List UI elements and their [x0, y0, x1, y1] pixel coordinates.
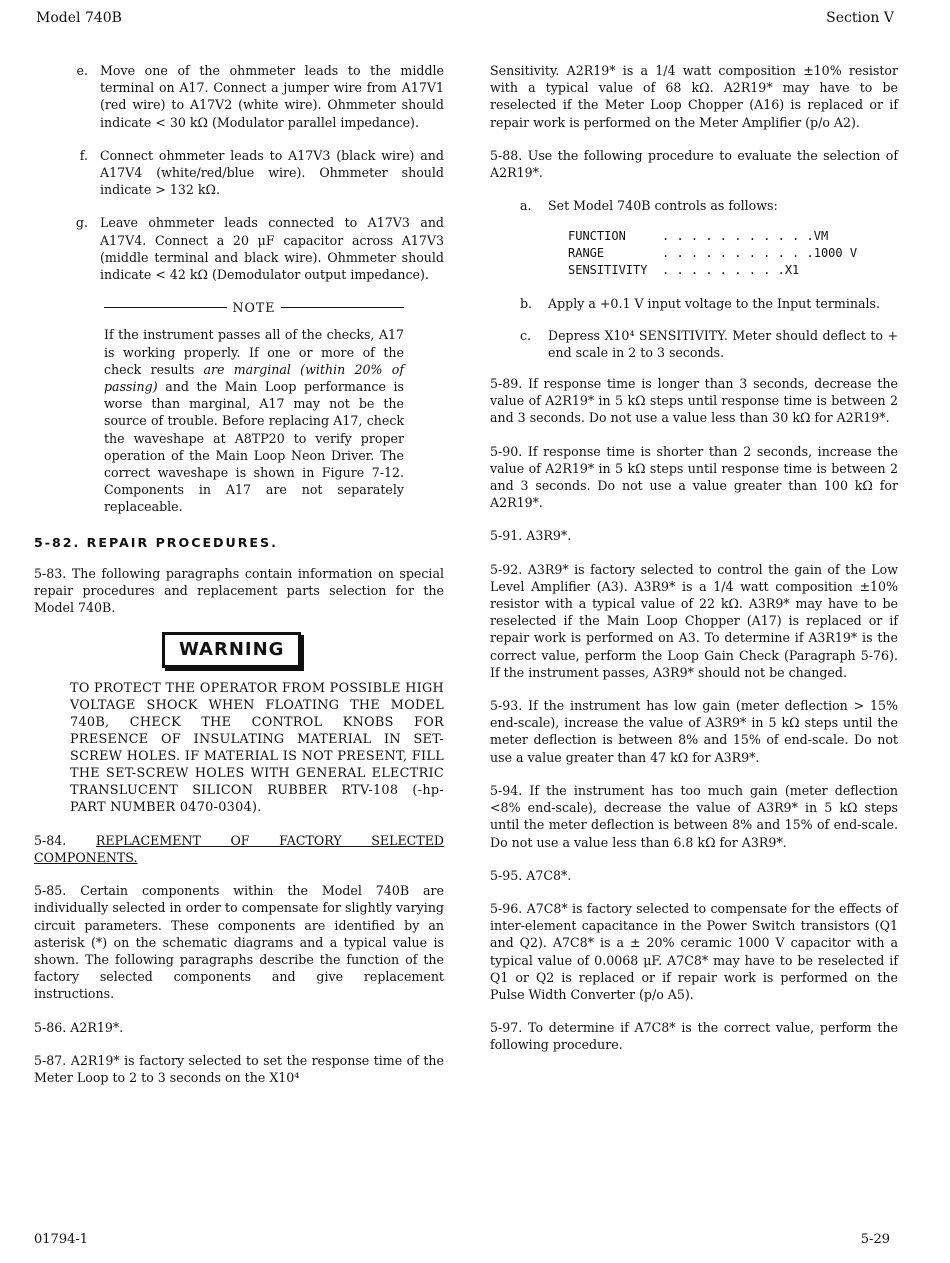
- heading-5-84-number: 5-84.: [34, 832, 67, 848]
- note-rule-left: [104, 307, 227, 308]
- step-label: c.: [520, 327, 532, 343]
- step-text: Set Model 740B controls as follows:: [548, 198, 778, 214]
- step-label: f.: [79, 147, 88, 163]
- paragraph-5-91: 5-91. A3R9*.: [490, 528, 572, 544]
- paragraph-5-94: 5-94. If the instrument has too much gain (meter deflection <8% end-scale), decrease the value of A3R9* in 5 kΩ steps until the meter deflection is between 8% and 15% of end-scale. Do not use a value less than 6.8 kΩ for A3R9*.: [490, 782, 898, 850]
- step-label: e.: [76, 63, 88, 78]
- heading-repair-procedures: 5-82. REPAIR PROCEDURES.: [34, 534, 278, 550]
- step-g: [34, 214, 444, 283]
- heading-5-84-title: REPLACEMENT OF FACTORY SELECTED COMPONENTS.: [34, 832, 444, 865]
- note-title-bar: [104, 299, 404, 316]
- warning-label: WARNING: [162, 632, 301, 667]
- paragraph-5-85: 5-85. Certain components within the Model 740B are individually selected in order to compensate for slightly varying circuit parameters. These components are identified by an asterisk (*) on the schematic diagrams and a typical value is shown. The following paragraphs describe the function of the factory selected components and give replacement instructions.: [34, 883, 444, 1002]
- paragraph-5-89: 5-89. If response time is longer than 3 seconds, decrease the value of A2R19* in 5 kΩ steps until response time is between 2 and 3 seconds. Do not use a value less than 30 kΩ for A2R19*.: [490, 376, 898, 426]
- leader-dots: . . . . . . . . . . .: [662, 246, 814, 261]
- note-title: NOTE: [232, 300, 276, 316]
- control-value: 1000 V: [813, 246, 858, 261]
- paragraph-5-88: 5-88. Use the following procedure to evaluate the selection of A2R19*.: [490, 147, 898, 181]
- control-setting-row: [568, 228, 898, 245]
- control-value: VM: [813, 229, 829, 244]
- step-c: [490, 327, 898, 361]
- paragraph-5-97: 5-97. To determine if A7C8* is the correct value, perform the following procedure.: [490, 1020, 898, 1053]
- note-block: [104, 299, 404, 515]
- step-text: Move one of the ohmmeter leads to the middle terminal on A17. Connect a jumper wire from A17V1 (red wire) to A17V2 (white wire). Ohmmeter should indicate < 30 kΩ (Modulator parallel impedance).: [100, 63, 444, 130]
- note-rule-right: [281, 307, 404, 308]
- leader-dots: . . . . . . . . . . .: [662, 229, 814, 244]
- control-setting-row: [568, 262, 898, 279]
- heading-5-84: [34, 832, 444, 866]
- paragraph-5-87-continued: Sensitivity. A2R19* is a 1/4 watt composition ±10% resistor with a typical value of 68 kΩ. A2R19* may have to be reselected if the Meter Loop Chopper (A16) is replaced or if repair work is performed on the Meter Amplifier (p/o A2).: [490, 63, 898, 130]
- note-text-1: If the instrument passes all of the checks, A17 is working properly. If one or more of the check results: [104, 327, 404, 377]
- control-settings-list: [568, 228, 898, 279]
- step-label: a.: [520, 198, 532, 214]
- paragraph-5-92: 5-92. A3R9* is factory selected to control the gain of the Low Level Amplifier (A3). A3R9* is a 1/4 watt composition ±10% resistor with a typical value of 22 kΩ. A3R9* may have to be reselected if the Main Loop Chopper (A17) is replaced or if repair work is performed on A3. To determine if A3R19* is the correct value, perform the Loop Gain Check (Paragraph 5-76). If the instrument passes, A3R9* should not be changed.: [490, 561, 898, 680]
- control-value: X1: [784, 263, 800, 278]
- step-a: [490, 197, 898, 214]
- warning-text: TO PROTECT THE OPERATOR FROM POSSIBLE HIGH VOLTAGE SHOCK WHEN FLOATING THE MODEL 740B, CHECK THE CONTROL KNOBS FOR PRESENCE OF INSULATING MATERIAL IN SET-SCREW HOLES. IF MATERIAL IS NOT PRESENT, FILL THE SET-SCREW HOLES WITH GENERAL ELECTRIC TRANSLUCENT SILICON RUBBER RTV-108 (-hp- PART NUMBER 0470-0304).: [70, 680, 444, 815]
- paragraph-5-96: 5-96. A7C8* is factory selected to compensate for the effects of inter-element capacitance in the Power Switch transistors (Q1 and Q2). A7C8* is a ± 20% ceramic 1000 V capacitor with a typical value of 0.0068 μF. A7C8* may have to be reselected if Q1 or Q2 is replaced or if repair work is performed on the Pulse Width Converter (p/o A5).: [490, 900, 898, 1002]
- step-label: b.: [520, 296, 533, 312]
- step-label: g.: [75, 215, 88, 231]
- control-setting-row: [568, 245, 898, 262]
- control-name: FUNCTION: [568, 229, 626, 244]
- footer-document-number: 01794-1: [34, 1232, 89, 1247]
- footer-page-number: 5-29: [860, 1232, 890, 1247]
- step-text: Depress X10⁴ SENSITIVITY. Meter should deflect to + end scale in 2 to 3 seconds.: [548, 327, 898, 360]
- note-text-italic: are marginal (within 20% of passing): [104, 361, 404, 395]
- header-model: Model 740B: [36, 10, 122, 26]
- note-body: [104, 326, 404, 515]
- warning-box-wrap: [162, 632, 444, 667]
- leader-dots: . . . . . . . . .: [662, 263, 785, 278]
- left-column: [34, 62, 444, 1102]
- header-section: Section V: [826, 10, 894, 26]
- step-b: [490, 295, 898, 312]
- step-e: [34, 62, 444, 131]
- right-column: [490, 62, 898, 1070]
- paragraph-5-86: 5-86. A2R19*.: [34, 1019, 124, 1035]
- paragraph-5-87: 5-87. A2R19* is factory selected to set the response time of the Meter Loop to 2 to 3 seconds on the X10⁴: [34, 1052, 444, 1085]
- paragraph-5-95: 5-95. A7C8*.: [490, 867, 572, 883]
- control-name: SENSITIVITY: [568, 263, 648, 278]
- paragraph-5-93: 5-93. If the instrument has low gain (meter deflection > 15% end-scale), increase the value of A3R9* in 5 kΩ steps until the meter deflection is between 8% and 15% of end-scale. Do not use a value greater than 47 kΩ for A3R9*.: [490, 698, 898, 765]
- step-text: Apply a +0.1 V input voltage to the Input terminals.: [548, 296, 880, 312]
- step-text: Connect ohmmeter leads to A17V3 (black wire) and A17V4 (white/red/blue wire). Ohmmeter should indicate > 132 kΩ.: [100, 147, 444, 198]
- note-text-2: and the Main Loop performance is worse than marginal, A17 may not be the source of trouble. Before replacing A17, check the waveshape at A8TP20 to verify proper operation of the Main Loop Neon Driver. The correct waveshape is shown in Figure 7-12. Components in A17 are not separately replaceable.: [104, 379, 404, 515]
- paragraph-5-83: 5-83. The following paragraphs contain information on special repair procedures and replacement parts selection for the Model 740B.: [34, 565, 444, 616]
- step-f: [34, 147, 444, 199]
- step-text: Leave ohmmeter leads connected to A17V3 and A17V4. Connect a 20 μF capacitor across A17V3 (middle terminal and black wire). Ohmmeter should indicate < 42 kΩ (Demodulator output impedance).: [100, 215, 444, 283]
- control-name: RANGE: [568, 246, 605, 261]
- paragraph-5-90: 5-90. If response time is shorter than 2 seconds, increase the value of A2R19* in 5 kΩ steps until response time is between 2 and 3 seconds. Do not use a value greater than 100 kΩ for A2R19*.: [490, 443, 898, 511]
